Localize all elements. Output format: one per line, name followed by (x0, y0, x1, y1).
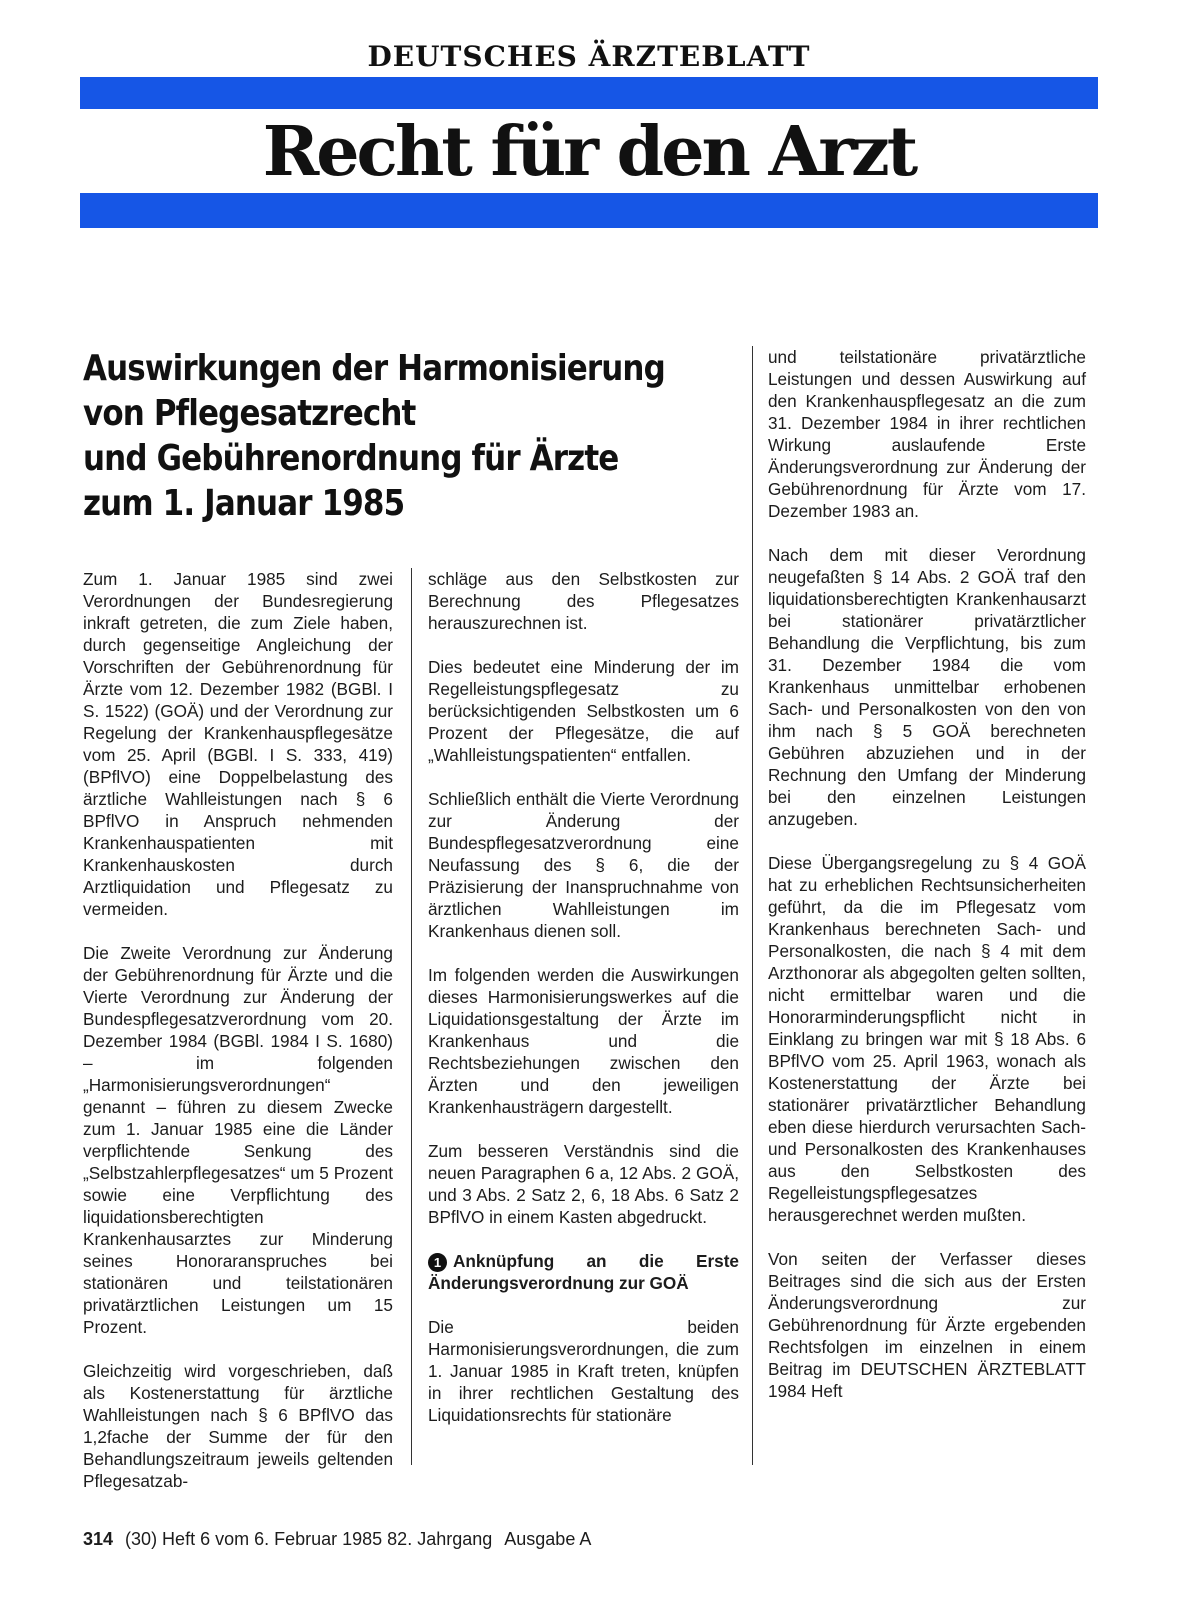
text-column-3 (768, 346, 1086, 1424)
masthead: DEUTSCHES ÄRZTEBLATT (367, 40, 811, 73)
paragraph: Von seiten der Verfasser dieses Beitrages sind die sich aus der Ersten Änderungsverordnung zur Gebührenordnung für Ärzte ergebenden Rechtsfolgen im einzelnen in einem Beitrag im DEUTSCHEN ÄRZTEBLATT 1984 Heft (768, 1249, 1086, 1401)
headline-line: zum 1. Januar 1985 (83, 483, 405, 524)
paragraph: und teilstationäre privatärztliche Leistungen und dessen Auswirkung auf den Krankenhauspflegesatz an die zum 31. Dezember 1984 in ihrer rechtlichen Wirkung auslaufende Erste Änderungsverordnung zur Änderung der Gebührenordnung für Ärzte vom 17. Dezember 1983 an. (768, 347, 1086, 521)
text-column-2 (428, 568, 739, 1448)
paragraph: Diese Übergangsregelung zu § 4 GOÄ hat zu erheblichen Rechtsunsicherheiten geführt, da die im Pflegesatz vom Krankenhaus berechneten Sach- und Personalkosten, die nach § 4 mit dem Arzthonorar als abgegolten gelten sollten, nicht ermittelbar waren und die Honorarminderungspflicht nicht in Einklang zu bringen war mit § 18 Abs. 6 BPflVO vom 25. April 1963, wonach als Kostenerstattung der Ärzte bei stationärer privatärztlicher Behandlung eben diese hierdurch verursachten Sach- und Personalkosten des Krankenhauses aus den Selbstkosten des Regelleistungspflegesatzes herausgerechnet werden mußten. (768, 853, 1086, 1225)
paragraph: Dies bedeutet eine Minderung der im Regelleistungspflegesatz zu berücksichtigenden Selbstkosten um 6 Prozent der Pflegesätze, die auf „Wahlleistungspatienten“ entfallen. (428, 657, 739, 765)
paragraph: schläge aus den Selbstkosten zur Berechnung des Pflegesatzes herauszurechnen ist. (428, 569, 739, 633)
column-rule (411, 568, 412, 1465)
paragraph: Im folgenden werden die Auswirkungen dieses Harmonisierungswerkes auf die Liquidationsgestaltung der Ärzte im Krankenhaus und die Rechtsbeziehungen zwischen den Ärzten und den jeweiligen Krankenhausträgern dargestellt. (428, 965, 739, 1117)
page-number: 314 (83, 1529, 114, 1549)
paragraph: Die Zweite Verordnung zur Änderung der Gebührenordnung für Ärzte und die Vierte Verordnung zur Änderung der Bundespflegesatzverordnung vom 20. Dezember 1984 (BGBl. 1984 I S. 1680) – im folgenden „Harmonisierungsverordnungen“ genannt – führen zu diesem Zwecke zum 1. Januar 1985 eine die Länder verpflichtende Senkung des „Selbstzahlerpflegesatzes“ um 5 Prozent sowie eine Verpflichtung des liquidationsberechtigten Krankenhausarztes zur Minderung seines Honoraranspruches bei stationären und teilstationären privatärztlichen Leistungen um 15 Prozent. (83, 943, 393, 1337)
issue-info: (30) Heft 6 vom 6. Februar 1985 82. Jahrgang (125, 1529, 493, 1549)
paragraph: Gleichzeitig wird vorgeschrieben, daß als Kostenerstattung für ärztliche Wahlleistungen nach § 6 BPflVO das 1,2fache der Summe der für den Behandlungszeitraum jeweils geltenden Pflegesatzab- (83, 1361, 393, 1491)
section-number-badge: 1 (428, 1253, 447, 1272)
edition-label: Ausgabe A (504, 1529, 592, 1549)
page-footer (83, 1529, 591, 1550)
section-subheading (428, 1250, 739, 1294)
paragraph: Zum besseren Verständnis sind die neuen Paragraphen 6 a, 12 Abs. 2 GOÄ, und 3 Abs. 2 Satz 2, 6, 18 Abs. 6 Satz 2 BPflVO in einem Kasten abgedruckt. (428, 1141, 739, 1227)
text-column-1 (83, 568, 393, 1514)
paragraph: Die beiden Harmonisierungsverordnungen, die zum 1. Januar 1985 in Kraft treten, knüpfen in ihrer rechtlichen Gestaltung des Liquidationsrechts für stationäre (428, 1317, 739, 1425)
blue-band-bottom (80, 193, 1098, 228)
paragraph: Schließlich enthält die Vierte Verordnung zur Änderung der Bundespflegesatzverordnung eine Neufassung des § 6, die der Präzisierung der Inanspruchnahme von ärztlichen Wahlleistungen im Krankenhaus dienen soll. (428, 789, 739, 941)
headline-line: und Gebührenordnung für Ärzte (83, 438, 619, 479)
headline-line: Auswirkungen der Harmonisierung (83, 348, 665, 389)
blue-band-top (80, 77, 1098, 109)
paragraph: Zum 1. Januar 1985 sind zwei Verordnungen der Bundesregierung inkraft getreten, die zum Ziele haben, durch gegenseitige Angleichung der Vorschriften der Gebührenordnung für Ärzte vom 12. Dezember 1982 (BGBl. I S. 1522) (GOÄ) und der Verordnung zur Regelung der Krankenhauspflegesätze vom 25. April (BGBl. I S. 333, 419) (BPflVO) eine Doppelbelastung des ärztliche Wahlleistungen nach § 6 BPflVO in Anspruch nehmenden Krankenhauspatienten mit Krankenhauskosten durch Arztliquidation und Pflegesatz zu vermeiden. (83, 569, 393, 919)
paragraph: Nach dem mit dieser Verordnung neugefaßten § 14 Abs. 2 GOÄ traf den liquidationsberechtigten Krankenhausarzt bei stationärer privatärztlicher Behandlung die Verpflichtung, bis zum 31. Dezember 1984 die vom Krankenhaus unmittelbar erhobenen Sach- und Personalkosten von den von ihm nach § 5 GOÄ berechneten Gebühren abzuziehen und in der Rechnung den Umfang der Minderung bei den einzelnen Leistungen anzugeben. (768, 545, 1086, 829)
section-title: Recht für den Arzt (262, 112, 916, 192)
column-rule (752, 346, 753, 1465)
subheading-text: Anknüpfung an die Erste Änderungsverordnung zur GOÄ (428, 1251, 739, 1293)
article-headline (83, 346, 665, 526)
headline-line: von Pflegesatzrecht (83, 393, 416, 434)
